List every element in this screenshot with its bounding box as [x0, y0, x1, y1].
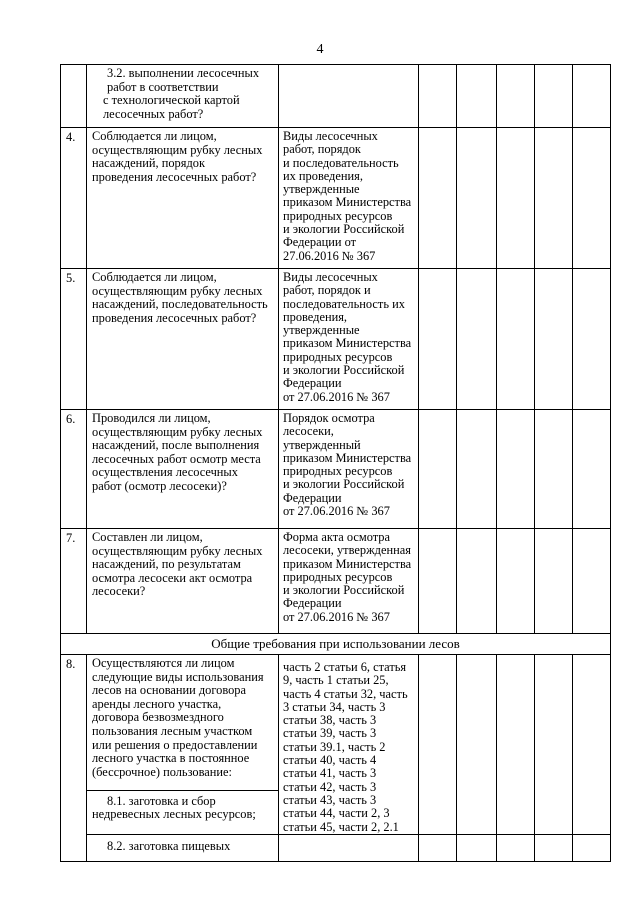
- question-cell: Проводился ли лицом, осуществляющим рубку лесных насаждений, после выполнения лесосечных работ осмотр места осуществления лесосечных работ (осмотр лесосеки)?: [87, 410, 279, 529]
- reference-cell: Форма акта осмотра лесосеки, утвержденная приказом Министерства природных ресурсов и экологии Российской Федерации от 27.06.2016 № 367: [279, 529, 419, 634]
- answer-cell[interactable]: [419, 655, 457, 835]
- answer-cell[interactable]: [419, 269, 457, 410]
- answer-cell[interactable]: [497, 529, 535, 634]
- answer-cell[interactable]: [457, 529, 497, 634]
- section-title: Общие требования при использовании лесов: [61, 634, 611, 655]
- row-number-cell: 6.: [61, 410, 87, 529]
- sub-question-cell: 8.1. заготовка и сбор недревесных лесных ресурсов;: [87, 790, 279, 834]
- row-number-cell: 4.: [61, 128, 87, 269]
- answer-cell[interactable]: [497, 655, 535, 835]
- answer-cell[interactable]: [535, 65, 573, 128]
- reference-cell: часть 2 статьи 6, статья 9, часть 1 статьи 25, часть 4 статьи 32, часть 3 статьи 34, часть 3 статьи 38, часть 3 статьи 39, часть 3 статьи 39.1, часть 2 статьи 40, часть 4 статьи 41, часть 3 статьи 42, часть 3 статьи 43, часть 3 статьи 44, части 2, 3 статьи 45, части 2, 2.1: [279, 655, 419, 835]
- answer-cell[interactable]: [535, 834, 573, 861]
- question-cell: Соблюдается ли лицом, осуществляющим рубку лесных насаждений, порядок проведения лесосечных работ?: [87, 128, 279, 269]
- answer-cell[interactable]: [535, 128, 573, 269]
- answer-cell[interactable]: [457, 655, 497, 835]
- answer-cell[interactable]: [573, 655, 611, 835]
- sub-question-cell: 8.2. заготовка пищевых: [87, 834, 279, 861]
- answer-cell[interactable]: [535, 529, 573, 634]
- reference-cell: [279, 834, 419, 861]
- answer-cell[interactable]: [419, 529, 457, 634]
- answer-cell[interactable]: [573, 65, 611, 128]
- answer-cell[interactable]: [535, 269, 573, 410]
- table-row: [61, 834, 611, 861]
- answer-cell[interactable]: [535, 655, 573, 835]
- answer-cell[interactable]: [497, 834, 535, 861]
- answer-cell[interactable]: [573, 410, 611, 529]
- answer-cell[interactable]: [497, 410, 535, 529]
- answer-cell[interactable]: [535, 410, 573, 529]
- table-row: [61, 529, 611, 634]
- answer-cell[interactable]: [497, 128, 535, 269]
- answer-cell[interactable]: [457, 128, 497, 269]
- row-number-cell: 7.: [61, 529, 87, 634]
- checklist-table: [60, 64, 611, 862]
- row-number-cell: 8.: [61, 655, 87, 862]
- table-row: [61, 128, 611, 269]
- answer-cell[interactable]: [457, 410, 497, 529]
- answer-cell[interactable]: [419, 128, 457, 269]
- question-cell: 3.2. выполнении лесосечных работ в соответствии с технологической картой лесосечных работ?: [87, 65, 279, 128]
- answer-cell[interactable]: [497, 269, 535, 410]
- answer-cell[interactable]: [457, 834, 497, 861]
- table-row: [61, 655, 611, 791]
- answer-cell[interactable]: [419, 834, 457, 861]
- page-number: 4: [316, 42, 324, 57]
- section-header-row: [61, 634, 611, 655]
- answer-cell[interactable]: [573, 269, 611, 410]
- reference-cell: Виды лесосечных работ, порядок и последовательность их проведения, утвержденные приказом Министерства природных ресурсов и экологии Российской Федерации от 27.06.2016 № 367: [279, 269, 419, 410]
- row-number-cell: 5.: [61, 269, 87, 410]
- answer-cell[interactable]: [497, 65, 535, 128]
- answer-cell[interactable]: [573, 529, 611, 634]
- answer-cell[interactable]: [419, 410, 457, 529]
- question-cell: Составлен ли лицом, осуществляющим рубку лесных насаждений, по результатам осмотра лесосеки акт осмотра лесосеки?: [87, 529, 279, 634]
- answer-cell[interactable]: [457, 65, 497, 128]
- reference-cell: Порядок осмотра лесосеки, утвержденный приказом Министерства природных ресурсов и экологии Российской Федерации от 27.06.2016 № 367: [279, 410, 419, 529]
- table-row: [61, 410, 611, 529]
- reference-cell: Виды лесосечных работ, порядок и последовательность их проведения, утвержденные приказом Министерства природных ресурсов и экологии Российской Федерации от 27.06.2016 № 367: [279, 128, 419, 269]
- answer-cell[interactable]: [419, 65, 457, 128]
- question-cell: Осуществляются ли лицом следующие виды использования лесов на основании договора аренды лесного участка, договора безвозмездного пользования лесным участком или решения о предоставлении лесного участка в постоянное (бессрочное) пользование:: [87, 655, 279, 791]
- answer-cell[interactable]: [573, 128, 611, 269]
- question-cell: Соблюдается ли лицом, осуществляющим рубку лесных насаждений, последовательность проведения лесосечных работ?: [87, 269, 279, 410]
- row-number-cell: [61, 65, 87, 128]
- answer-cell[interactable]: [457, 269, 497, 410]
- reference-cell: [279, 65, 419, 128]
- answer-cell[interactable]: [573, 834, 611, 861]
- table-row: [61, 65, 611, 128]
- table-row: [61, 269, 611, 410]
